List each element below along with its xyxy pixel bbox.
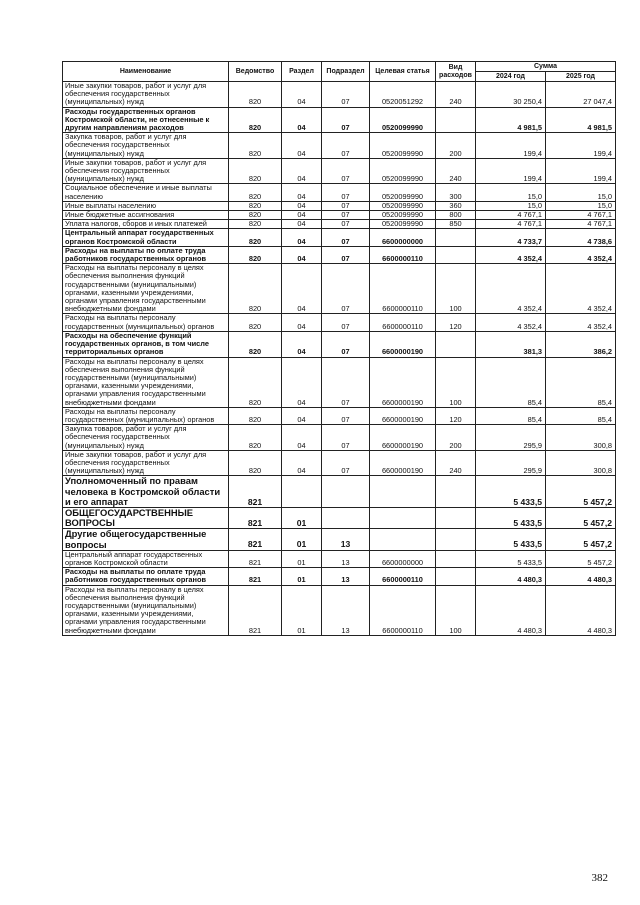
row-sum-2024: 15,0 xyxy=(476,184,546,201)
row-sum-2025: 85,4 xyxy=(546,407,616,424)
row-name: Расходы на выплаты персоналу в целях обеспечения выполнения функций государственными (муниципальными) органами, казенными учреждениями, органами управления государственными внебюджетными фондами xyxy=(63,264,229,314)
row-razdel: 04 xyxy=(282,425,322,451)
budget-table xyxy=(62,61,616,636)
row-sum-2024: 4 767,1 xyxy=(476,211,546,220)
row-sum-2025: 4 738,6 xyxy=(546,229,616,246)
row-podrazdel: 07 xyxy=(322,82,370,108)
row-razdel: 04 xyxy=(282,407,322,424)
row-razdel: 04 xyxy=(282,264,322,314)
row-razdel: 01 xyxy=(282,585,322,635)
row-name: Иные выплаты населению xyxy=(63,201,229,210)
table-row xyxy=(63,407,616,424)
row-name: Расходы на выплаты персоналу в целях обеспечения выполнения функций государственными (муниципальными) органами, казенными учреждениями, органами управления государственными внебюджетными фондами xyxy=(63,357,229,407)
row-razdel: 04 xyxy=(282,184,322,201)
row-celevaya: 6600000190 xyxy=(370,425,436,451)
row-podrazdel xyxy=(322,476,370,508)
row-sum-2025: 300,8 xyxy=(546,425,616,451)
row-vedomstvo: 820 xyxy=(229,407,282,424)
row-vid xyxy=(436,529,476,550)
row-vedomstvo: 821 xyxy=(229,585,282,635)
row-sum-2025: 4 981,5 xyxy=(546,107,616,133)
row-podrazdel: 07 xyxy=(322,133,370,159)
row-sum-2024: 85,4 xyxy=(476,357,546,407)
table-row xyxy=(63,314,616,331)
row-podrazdel: 13 xyxy=(322,585,370,635)
row-razdel: 01 xyxy=(282,550,322,567)
row-vedomstvo: 821 xyxy=(229,476,282,508)
row-celevaya: 0520099990 xyxy=(370,133,436,159)
row-name: Уплата налогов, сборов и иных платежей xyxy=(63,220,229,229)
row-razdel: 01 xyxy=(282,507,322,528)
header-2024: 2024 год xyxy=(476,72,546,82)
row-razdel: 04 xyxy=(282,357,322,407)
row-name: Расходы государственных органов Костромской области, не отнесенные к другим направлениям расходов xyxy=(63,107,229,133)
row-celevaya: 6600000110 xyxy=(370,585,436,635)
table-row xyxy=(63,211,616,220)
table-body xyxy=(63,82,616,636)
row-celevaya xyxy=(370,529,436,550)
table-row xyxy=(63,246,616,263)
row-vedomstvo: 820 xyxy=(229,184,282,201)
row-sum-2025: 5 457,2 xyxy=(546,550,616,567)
row-name: Иные закупки товаров, работ и услуг для обеспечения государственных (муниципальных) нужд xyxy=(63,450,229,476)
row-vid: 120 xyxy=(436,407,476,424)
row-podrazdel: 13 xyxy=(322,529,370,550)
row-vedomstvo: 821 xyxy=(229,550,282,567)
row-name: Расходы на выплаты по оплате труда работников государственных органов xyxy=(63,568,229,585)
row-sum-2024: 199,4 xyxy=(476,158,546,184)
row-podrazdel: 07 xyxy=(322,201,370,210)
row-podrazdel: 07 xyxy=(322,229,370,246)
row-vedomstvo: 820 xyxy=(229,201,282,210)
row-razdel: 04 xyxy=(282,107,322,133)
header-name: Наименование xyxy=(63,62,229,82)
row-podrazdel: 13 xyxy=(322,550,370,567)
row-vedomstvo: 820 xyxy=(229,220,282,229)
row-name: Центральный аппарат государственных органов Костромской области xyxy=(63,229,229,246)
row-vedomstvo: 820 xyxy=(229,331,282,357)
row-name: Социальное обеспечение и иные выплаты населению xyxy=(63,184,229,201)
row-vedomstvo: 820 xyxy=(229,158,282,184)
header-2025: 2025 год xyxy=(546,72,616,82)
row-name: Иные бюджетные ассигнования xyxy=(63,211,229,220)
table-row xyxy=(63,357,616,407)
row-name: Закупка товаров, работ и услуг для обеспечения государственных (муниципальных) нужд xyxy=(63,425,229,451)
row-vedomstvo: 821 xyxy=(229,507,282,528)
row-podrazdel: 07 xyxy=(322,107,370,133)
row-razdel: 04 xyxy=(282,246,322,263)
row-celevaya: 6600000190 xyxy=(370,407,436,424)
table-row xyxy=(63,550,616,567)
row-celevaya: 6600000110 xyxy=(370,568,436,585)
table-row xyxy=(63,158,616,184)
row-sum-2024: 4 480,3 xyxy=(476,568,546,585)
row-sum-2025: 300,8 xyxy=(546,450,616,476)
row-name: Расходы на выплаты персоналу в целях обеспечения выполнения функций государственными (муниципальными) органами, казенными учреждениями, органами управления государственными внебюджетными фондами xyxy=(63,585,229,635)
row-vid xyxy=(436,331,476,357)
row-celevaya: 0520099990 xyxy=(370,220,436,229)
row-sum-2024: 30 250,4 xyxy=(476,82,546,108)
row-sum-2025: 4 480,3 xyxy=(546,585,616,635)
row-podrazdel: 13 xyxy=(322,568,370,585)
row-vid xyxy=(436,568,476,585)
row-vid: 850 xyxy=(436,220,476,229)
row-sum-2024: 381,3 xyxy=(476,331,546,357)
row-vid: 100 xyxy=(436,357,476,407)
row-vid xyxy=(436,107,476,133)
row-sum-2024: 4 352,4 xyxy=(476,314,546,331)
table-row xyxy=(63,507,616,528)
row-podrazdel: 07 xyxy=(322,425,370,451)
row-sum-2025: 4 767,1 xyxy=(546,211,616,220)
row-podrazdel: 07 xyxy=(322,314,370,331)
row-celevaya: 6600000000 xyxy=(370,229,436,246)
row-name: Иные закупки товаров, работ и услуг для обеспечения государственных (муниципальных) нужд xyxy=(63,158,229,184)
header-vid: Вид расходов xyxy=(436,62,476,82)
table-row xyxy=(63,568,616,585)
row-celevaya: 0520099990 xyxy=(370,211,436,220)
row-razdel: 01 xyxy=(282,529,322,550)
row-vid xyxy=(436,246,476,263)
header-vedomstvo: Ведомство xyxy=(229,62,282,82)
row-sum-2024: 4 767,1 xyxy=(476,220,546,229)
row-sum-2025: 5 457,2 xyxy=(546,507,616,528)
row-name: Расходы на выплаты персоналу государственных (муниципальных) органов xyxy=(63,407,229,424)
row-vid: 120 xyxy=(436,314,476,331)
row-name: Закупка товаров, работ и услуг для обеспечения государственных (муниципальных) нужд xyxy=(63,133,229,159)
row-sum-2025: 5 457,2 xyxy=(546,529,616,550)
row-name: Расходы на обеспечение функций государственных органов, в том числе территориальных органов xyxy=(63,331,229,357)
row-celevaya: 0520051292 xyxy=(370,82,436,108)
row-vid: 800 xyxy=(436,211,476,220)
row-sum-2025: 4 480,3 xyxy=(546,568,616,585)
row-vid xyxy=(436,476,476,508)
table-row xyxy=(63,331,616,357)
table-row xyxy=(63,529,616,550)
row-vid: 200 xyxy=(436,425,476,451)
row-sum-2024: 295,9 xyxy=(476,425,546,451)
row-vid xyxy=(436,550,476,567)
row-podrazdel: 07 xyxy=(322,264,370,314)
table-row xyxy=(63,264,616,314)
row-vid: 100 xyxy=(436,585,476,635)
row-sum-2025: 4 352,4 xyxy=(546,314,616,331)
header-summa: Сумма xyxy=(476,62,616,72)
row-vedomstvo: 820 xyxy=(229,82,282,108)
row-razdel: 04 xyxy=(282,220,322,229)
row-celevaya: 0520099990 xyxy=(370,201,436,210)
row-sum-2024: 15,0 xyxy=(476,201,546,210)
table-row xyxy=(63,425,616,451)
row-sum-2025: 199,4 xyxy=(546,158,616,184)
row-podrazdel xyxy=(322,507,370,528)
row-sum-2025: 386,2 xyxy=(546,331,616,357)
row-razdel: 04 xyxy=(282,314,322,331)
row-sum-2025: 27 047,4 xyxy=(546,82,616,108)
row-podrazdel: 07 xyxy=(322,450,370,476)
row-celevaya: 0520099990 xyxy=(370,184,436,201)
row-sum-2024: 4 352,4 xyxy=(476,246,546,263)
row-celevaya xyxy=(370,507,436,528)
row-celevaya: 6600000190 xyxy=(370,450,436,476)
row-vedomstvo: 820 xyxy=(229,425,282,451)
row-sum-2025: 5 457,2 xyxy=(546,476,616,508)
table-row xyxy=(63,107,616,133)
row-razdel: 04 xyxy=(282,158,322,184)
row-sum-2025: 15,0 xyxy=(546,201,616,210)
row-razdel: 04 xyxy=(282,211,322,220)
row-vid: 100 xyxy=(436,264,476,314)
row-vid: 300 xyxy=(436,184,476,201)
row-razdel: 01 xyxy=(282,568,322,585)
row-sum-2024: 5 433,5 xyxy=(476,507,546,528)
row-sum-2024: 4 981,5 xyxy=(476,107,546,133)
row-razdel: 04 xyxy=(282,133,322,159)
row-vedomstvo: 820 xyxy=(229,133,282,159)
header-podrazdel: Подраздел xyxy=(322,62,370,82)
row-celevaya: 6600000110 xyxy=(370,314,436,331)
row-vedomstvo: 820 xyxy=(229,357,282,407)
row-vedomstvo: 821 xyxy=(229,529,282,550)
row-celevaya: 6600000110 xyxy=(370,264,436,314)
row-vid xyxy=(436,507,476,528)
row-razdel xyxy=(282,476,322,508)
row-sum-2024: 5 433,5 xyxy=(476,529,546,550)
row-vid: 240 xyxy=(436,158,476,184)
row-podrazdel: 07 xyxy=(322,184,370,201)
header-celevaya: Целевая статья xyxy=(370,62,436,82)
row-podrazdel: 07 xyxy=(322,246,370,263)
row-sum-2024: 85,4 xyxy=(476,407,546,424)
row-razdel: 04 xyxy=(282,450,322,476)
table-row xyxy=(63,201,616,210)
row-name: Иные закупки товаров, работ и услуг для обеспечения государственных (муниципальных) нужд xyxy=(63,82,229,108)
page-number: 382 xyxy=(591,872,608,884)
row-name: Центральный аппарат государственных органов Костромской области xyxy=(63,550,229,567)
row-sum-2024: 295,9 xyxy=(476,450,546,476)
row-sum-2025: 4 767,1 xyxy=(546,220,616,229)
row-razdel: 04 xyxy=(282,229,322,246)
table-row xyxy=(63,220,616,229)
row-vedomstvo: 820 xyxy=(229,229,282,246)
row-sum-2025: 4 352,4 xyxy=(546,246,616,263)
row-vedomstvo: 820 xyxy=(229,314,282,331)
row-razdel: 04 xyxy=(282,201,322,210)
table-row xyxy=(63,450,616,476)
row-sum-2025: 199,4 xyxy=(546,133,616,159)
row-name: Другие общегосударственные вопросы xyxy=(63,529,229,550)
row-sum-2025: 4 352,4 xyxy=(546,264,616,314)
row-vid xyxy=(436,229,476,246)
row-celevaya: 6600000110 xyxy=(370,246,436,263)
row-vedomstvo: 821 xyxy=(229,568,282,585)
row-celevaya: 6600000000 xyxy=(370,550,436,567)
table-row xyxy=(63,229,616,246)
row-sum-2025: 85,4 xyxy=(546,357,616,407)
row-sum-2024: 5 433,5 xyxy=(476,550,546,567)
row-vid: 360 xyxy=(436,201,476,210)
row-sum-2024: 4 733,7 xyxy=(476,229,546,246)
row-sum-2024: 4 480,3 xyxy=(476,585,546,635)
row-name: Расходы на выплаты по оплате труда работников государственных органов xyxy=(63,246,229,263)
row-sum-2024: 4 352,4 xyxy=(476,264,546,314)
row-vedomstvo: 820 xyxy=(229,246,282,263)
row-name: ОБЩЕГОСУДАРСТВЕННЫЕ ВОПРОСЫ xyxy=(63,507,229,528)
row-sum-2024: 199,4 xyxy=(476,133,546,159)
row-celevaya xyxy=(370,476,436,508)
row-razdel: 04 xyxy=(282,82,322,108)
table-row xyxy=(63,476,616,508)
row-sum-2025: 15,0 xyxy=(546,184,616,201)
table-row xyxy=(63,133,616,159)
row-vedomstvo: 820 xyxy=(229,211,282,220)
row-celevaya: 6600000190 xyxy=(370,331,436,357)
row-name: Расходы на выплаты персоналу государственных (муниципальных) органов xyxy=(63,314,229,331)
table-row xyxy=(63,82,616,108)
row-celevaya: 6600000190 xyxy=(370,357,436,407)
row-razdel: 04 xyxy=(282,331,322,357)
row-vid: 240 xyxy=(436,450,476,476)
row-vid: 240 xyxy=(436,82,476,108)
table-row xyxy=(63,585,616,635)
table-row xyxy=(63,184,616,201)
row-podrazdel: 07 xyxy=(322,407,370,424)
row-celevaya: 0520099990 xyxy=(370,107,436,133)
row-podrazdel: 07 xyxy=(322,211,370,220)
header-razdel: Раздел xyxy=(282,62,322,82)
row-name: Уполномоченный по правам человека в Костромской области и его аппарат xyxy=(63,476,229,508)
row-vedomstvo: 820 xyxy=(229,450,282,476)
row-sum-2024: 5 433,5 xyxy=(476,476,546,508)
row-podrazdel: 07 xyxy=(322,357,370,407)
row-podrazdel: 07 xyxy=(322,220,370,229)
row-vedomstvo: 820 xyxy=(229,107,282,133)
row-vedomstvo: 820 xyxy=(229,264,282,314)
row-vid: 200 xyxy=(436,133,476,159)
row-celevaya: 0520099990 xyxy=(370,158,436,184)
row-podrazdel: 07 xyxy=(322,331,370,357)
row-podrazdel: 07 xyxy=(322,158,370,184)
